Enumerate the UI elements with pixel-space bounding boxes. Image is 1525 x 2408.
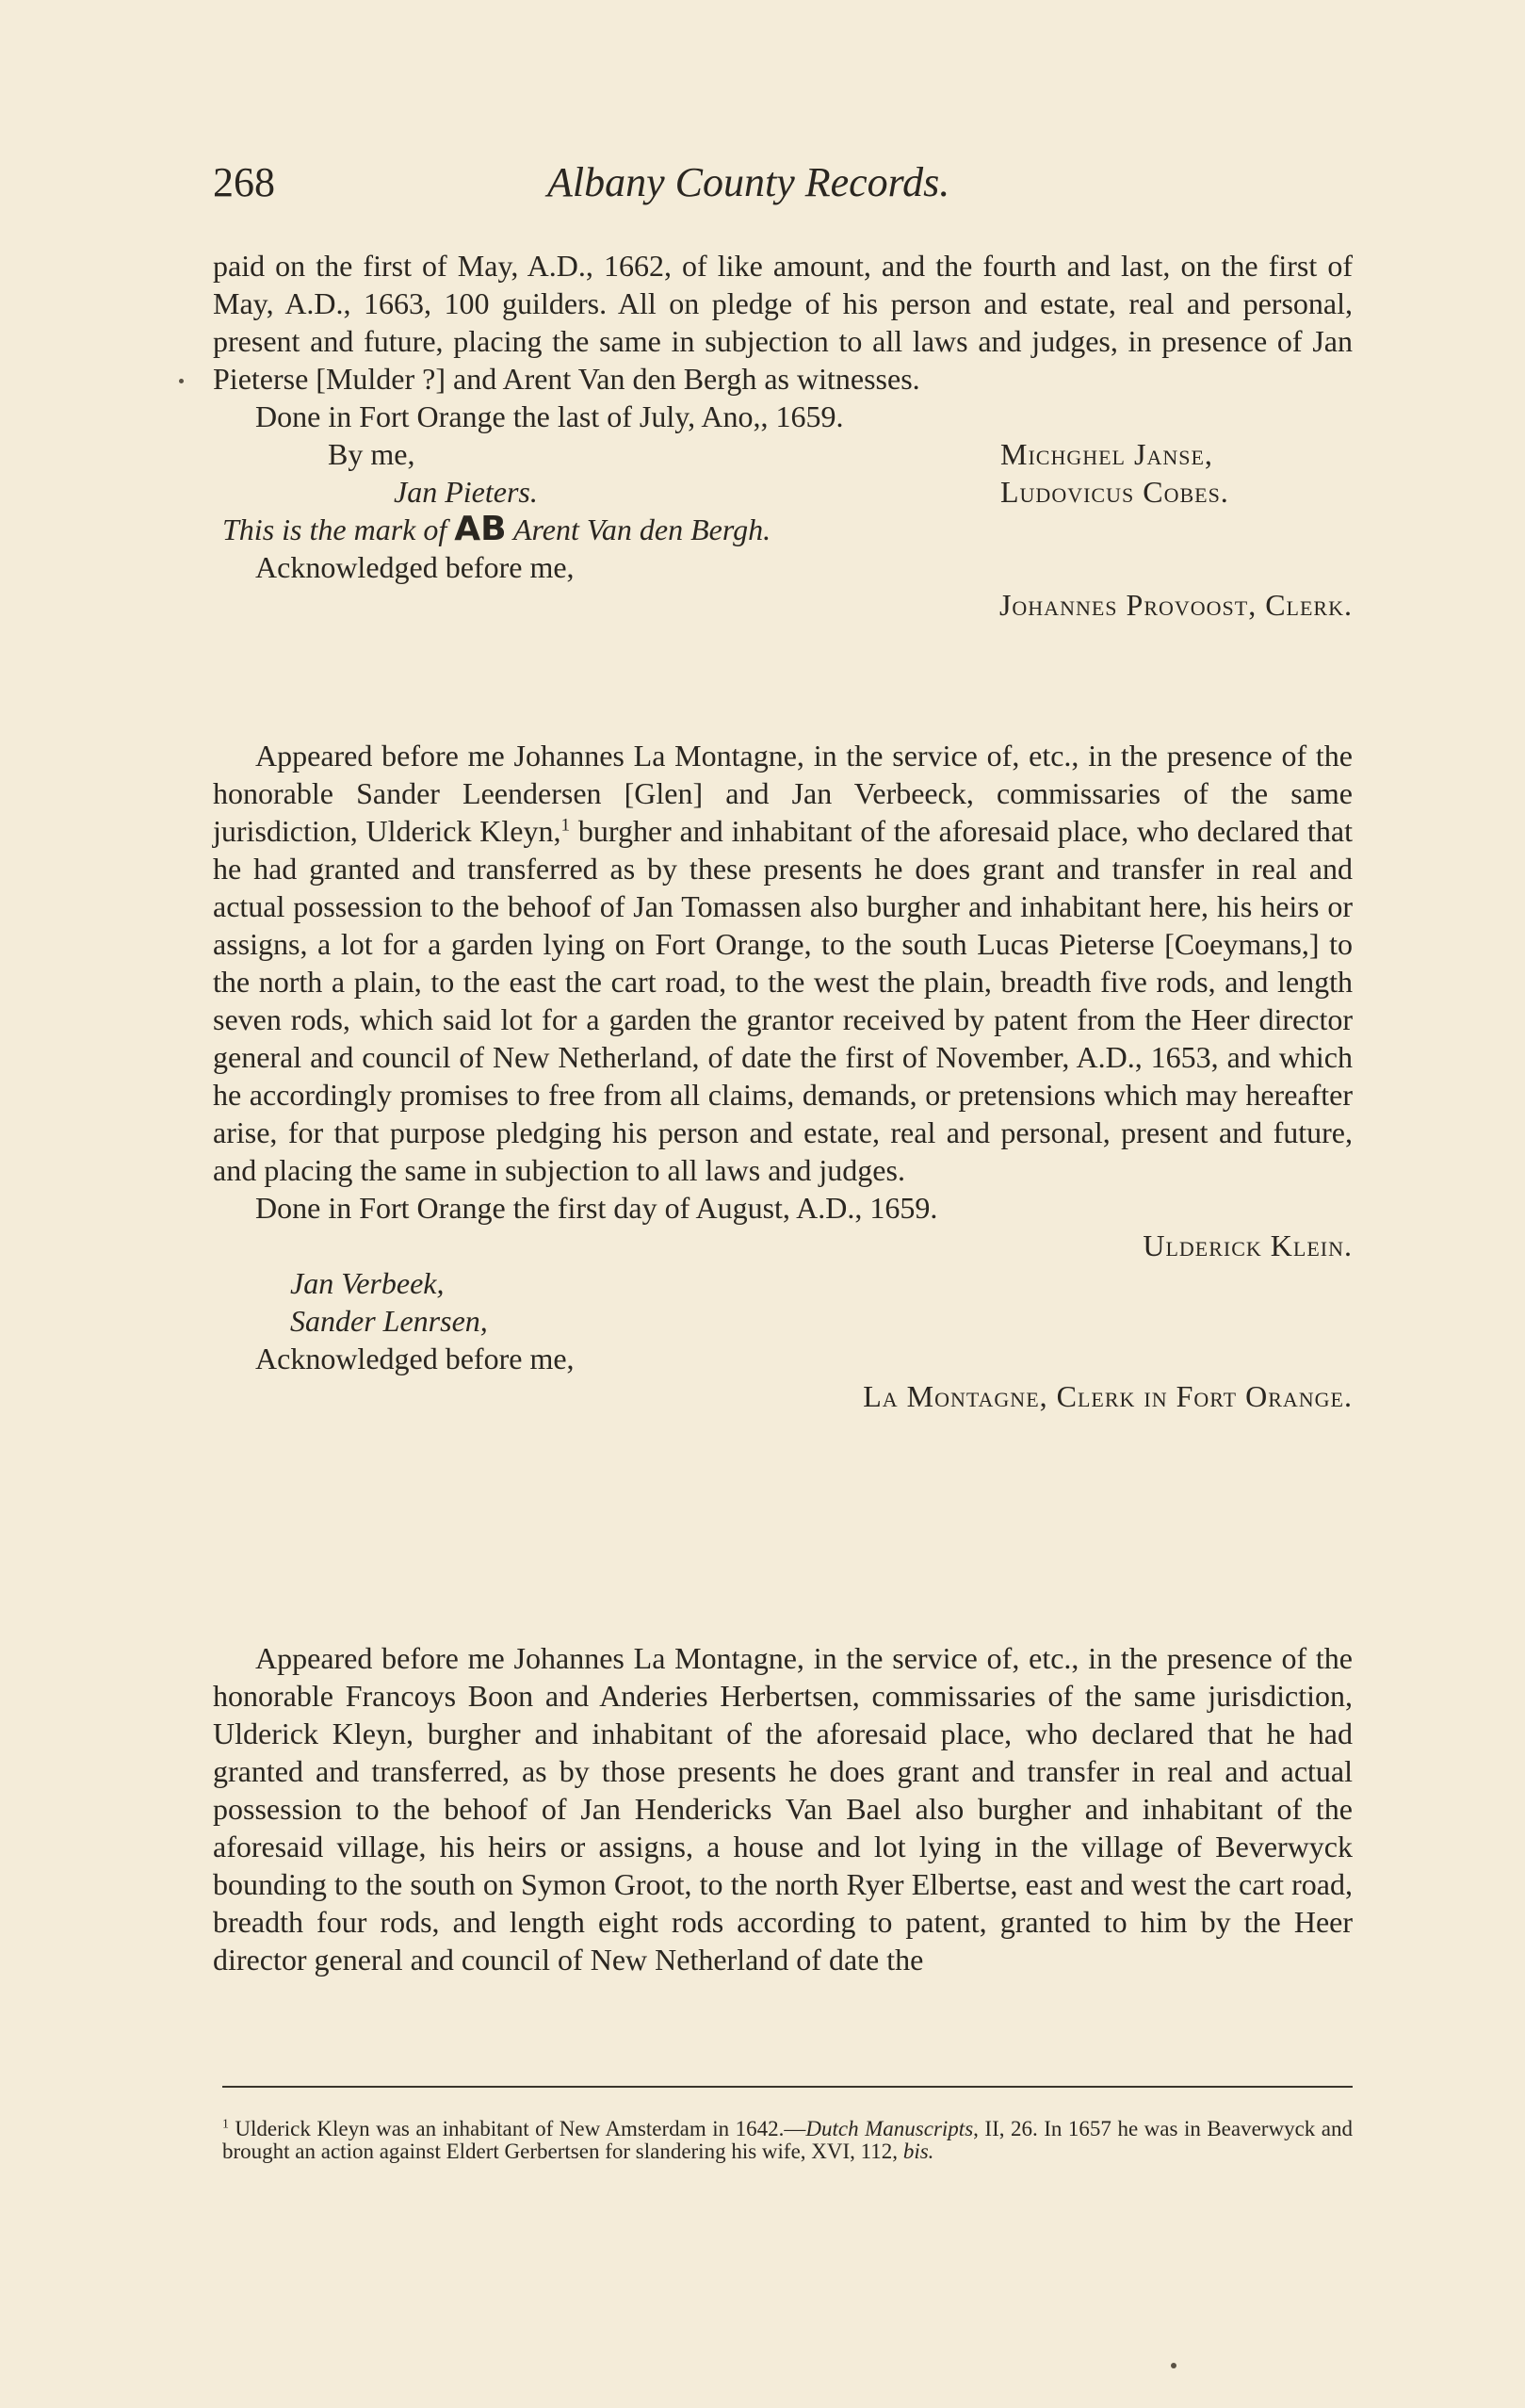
- mark-arent-van-den-bergh: Arent Van den Bergh.: [512, 513, 771, 546]
- acknowledged-row-1: [213, 548, 1353, 586]
- signature-row-1: [213, 435, 1353, 473]
- clerk-row-1: [213, 586, 1353, 624]
- deed-paragraph-1-part-a: Appeared before me Johannes La Montagne, in the service of, etc., in the presence of the honorable Sander Leendersen [Glen] and Jan Verbeeck, commissaries of the same jurisdiction, Ulderick Kleyn,: [213, 739, 1353, 848]
- acknowledged-text-2: Acknowledged before me,: [255, 1342, 575, 1375]
- page-number: 268: [213, 159, 275, 205]
- footnote-bis: bis.: [902, 2140, 934, 2163]
- deed-paragraph-1: [213, 737, 1353, 1189]
- footnote-text-b: , II, 26. In 1657 he was in Beaverwyck and brought an action against Eldert Gerbertsen for slandering his wife, XVI, 112,: [222, 2117, 1354, 2163]
- deed-paragraph-1-part-b: burgher and inhabitant of the aforesaid place, who declared that he had granted and transferred as by these presents he does grant and transfer in real and actual possession to the behoof of Jan Tomassen also burgher and inhabitant here, his heirs or assigns, a lot for a garden lying on Fort Orange, to the south Lucas Pieterse [Coeymans,] to the north a plain, to the east the cart road, to the west the plain, breadth five rods, and length seven rods, which said lot for a garden the grantor received by patent from the Heer director general and council of New Netherland, of date the first of November, A.D., 1653, and which he accordingly promises to free from all claims, demands, or pretensions which may hereafter arise, for that purpose pledging his person and estate, real and personal, present and future, and placing the same in subjection to all laws and judges.: [213, 814, 1354, 1187]
- ink-speck: [1171, 2363, 1176, 2368]
- witness-row-1: [213, 1264, 1353, 1302]
- footnote-source: Dutch Manuscripts: [805, 2117, 974, 2140]
- signature-row-3: [213, 1227, 1353, 1264]
- record-continuation: [213, 247, 1353, 624]
- done-line-1: Done in Fort Orange the last of July, Ano,, 1659.: [255, 399, 844, 433]
- mark-prefix: This is the mark of: [222, 513, 447, 546]
- witness-jan-verbeek: Jan Verbeek,: [290, 1266, 445, 1300]
- witness-row-2: [213, 1302, 1353, 1340]
- continuation-paragraph: paid on the first of May, A.D., 1662, of like amount, and the fourth and last, on the first of May, A.D., 1663, 100 guilders. All on pledge of his person and estate, real and personal, present and future, placing the same in subjection to all laws and judges, in presence of Jan Pieterse [Mulder ?] and Arent Van den Bergh as witnesses.: [213, 249, 1353, 396]
- acknowledged-text-1: Acknowledged before me,: [255, 550, 575, 584]
- footnote-marker: 1: [222, 2116, 229, 2131]
- signature-michghel-janse: Michghel Janse,: [1000, 437, 1213, 471]
- margin-speck: [179, 379, 184, 383]
- footnote-reference: 1: [560, 815, 571, 836]
- clerk-la-montagne: La Montagne, Clerk in Fort Orange.: [863, 1379, 1353, 1413]
- clerk-row-2: [213, 1377, 1353, 1415]
- signature-ludovicus-cobes: Ludovicus Cobes.: [1000, 475, 1229, 509]
- record-kleyn-tomassen: [213, 737, 1353, 1415]
- page-header: [213, 158, 1353, 215]
- acknowledged-row-2: [213, 1340, 1353, 1377]
- done-line-2: Done in Fort Orange the first day of August, A.D., 1659.: [255, 1191, 938, 1225]
- running-title: Albany County Records.: [547, 159, 950, 205]
- record-kleyn-van-bael: [213, 1639, 1353, 1978]
- ab-mark-glyph: AB: [454, 510, 507, 548]
- footnote-text-a: Ulderick Kleyn was an inhabitant of New Amsterdam in 1642.—: [235, 2117, 806, 2140]
- mark-line: [213, 511, 1353, 548]
- mark-line-text: [222, 511, 771, 548]
- signature-ulderick-klein: Ulderick Klein.: [1143, 1228, 1353, 1262]
- clerk-johannes-provoost: Johannes Provoost, Clerk.: [998, 588, 1353, 622]
- footnote: [222, 2118, 1353, 2163]
- footnote-divider: [222, 2086, 1353, 2088]
- witness-sander-lenrsen: Sander Lenrsen,: [290, 1304, 488, 1338]
- deed-paragraph-2: Appeared before me Johannes La Montagne, in the service of, etc., in the presence of the honorable Francoys Boon and Anderies Herbertsen, commissaries of the same jurisdiction, Ulderick Kleyn, burgher and inhabitant of the aforesaid place, who declared that he had granted and transferred, as by those presents he does grant and transfer in real and actual possession to the behoof of Jan Hendericks Van Bael also burgher and inhabitant of the aforesaid village, his heirs or assigns, a house and lot lying in the village of Beverwyck bounding to the south on Symon Groot, to the north Ryer Elbertse, east and west the cart road, breadth four rods, and length eight rods according to patent, granted to him by the Heer director general and council of New Netherland of date the: [213, 1641, 1353, 1977]
- witness-jan-pieters: Jan Pieters.: [394, 475, 538, 509]
- by-me-label: By me,: [328, 437, 415, 471]
- signature-row-2: [213, 473, 1353, 511]
